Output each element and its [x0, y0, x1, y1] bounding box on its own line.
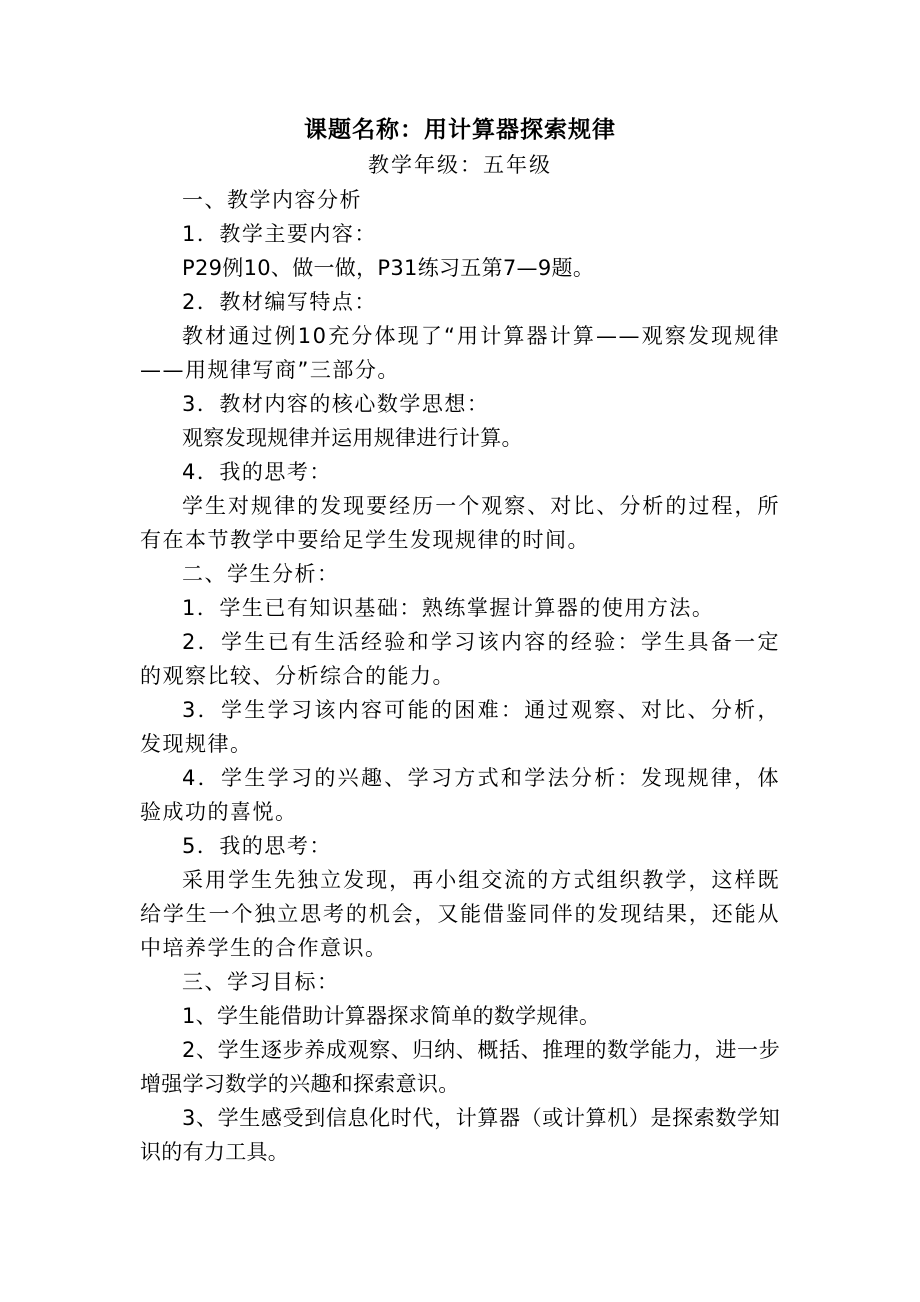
document-subtitle: 教学年级：五年级 [368, 153, 552, 177]
subsection-heading: 3．教材内容的核心数学思想： [182, 392, 490, 416]
paragraph: 2．学生已有生活经验和学习该内容的经验：学生具备一定的观察比较、分析综合的能力。 [140, 630, 780, 688]
subsection-heading: 5．我的思考： [182, 834, 332, 858]
section-heading: 一、教学内容分析 [182, 188, 362, 212]
paragraph: 教材通过例10充分体现了“用计算器计算——观察发现规律——用规律写商”三部分。 [140, 324, 780, 382]
paragraph: 1．学生已有知识基础：熟练掌握计算器的使用方法。 [182, 596, 715, 620]
paragraph: 采用学生先独立发现，再小组交流的方式组织教学，这样既给学生一个独立思考的机会，又能借鉴同伴的发现结果，还能从中培养学生的合作意识。 [140, 868, 780, 960]
paragraph: 2、学生逐步养成观察、归纳、概括、推理的数学能力，进一步增强学习数学的兴趣和探索意识。 [140, 1038, 780, 1096]
paragraph: 3．学生学习该内容可能的困难：通过观察、对比、分析，发现规律。 [140, 698, 780, 756]
paragraph: P29例10、做一做，P31练习五第7—9题。 [182, 256, 595, 280]
section-heading: 三、学习目标： [182, 970, 340, 994]
section-heading: 二、学生分析： [182, 562, 340, 586]
paragraph: 学生对规律的发现要经历一个观察、对比、分析的过程，所有在本节教学中要给足学生发现规律的时间。 [140, 494, 780, 552]
paragraph: 4．学生学习的兴趣、学习方式和学法分析：发现规律，体验成功的喜悦。 [140, 766, 780, 824]
subsection-heading: 1．教学主要内容： [182, 222, 377, 246]
paragraph: 1、学生能借助计算器探求简单的数学规律。 [182, 1004, 601, 1028]
subsection-heading: 4．我的思考： [182, 460, 332, 484]
paragraph: 3、学生感受到信息化时代，计算器（或计算机）是探索数学知识的有力工具。 [140, 1106, 780, 1164]
paragraph: 观察发现规律并运用规律进行计算。 [182, 426, 523, 450]
document-title: 课题名称：用计算器探索规律 [304, 117, 616, 143]
subsection-heading: 2．教材编写特点： [182, 290, 377, 314]
